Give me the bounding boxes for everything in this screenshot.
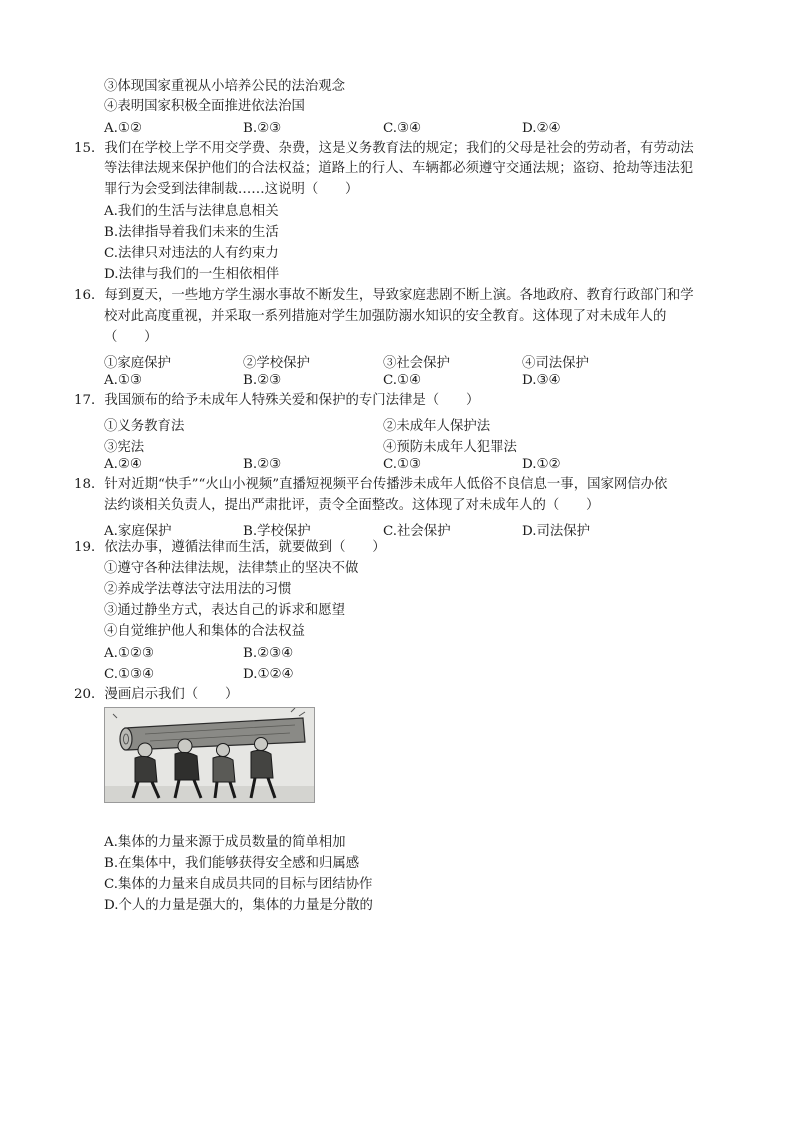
q19-item-3: ③通过静坐方式，表达自己的诉求和愿望: [104, 603, 346, 618]
q17-options: [104, 457, 704, 473]
q16-stem-line2: 校对此高度重视，并采取一系列措施对学生加强防溺水知识的安全教育。这体现了对未成年人的: [104, 309, 667, 324]
q17-option-c[interactable]: C.①③: [383, 457, 422, 472]
q15-stem-line3: 罪行为会受到法律制裁……这说明（ ）: [104, 182, 359, 197]
q19-item-2: ②养成学法尊法守法用法的习惯: [104, 582, 292, 597]
q14-statement-3: ③体现国家重视从小培养公民的法治观念: [104, 79, 346, 94]
q16-option-c[interactable]: C.①④: [383, 373, 422, 388]
q17-items-row2: [104, 436, 704, 455]
q20-option-c[interactable]: C.集体的力量来自成员共同的目标与团结协作: [104, 877, 373, 892]
q17-option-d[interactable]: D.①②: [522, 457, 561, 472]
q17-items-row1: [104, 415, 704, 434]
q16-items: [104, 352, 704, 371]
q18-option-d[interactable]: D.司法保护: [522, 524, 591, 539]
q19-option-d[interactable]: D.①②④: [243, 667, 294, 682]
q19-options-row1: [104, 646, 704, 662]
q17-item-2: ②未成年人保护法: [383, 419, 491, 434]
q20-stem: 20．漫画启示我们（ ）: [74, 687, 239, 702]
q17-item-3: ③宪法: [104, 440, 145, 455]
q19-item-4: ④自觉维护他人和集体的合法权益: [104, 624, 305, 639]
q20-option-d[interactable]: D.个人的力量是强大的，集体的力量是分散的: [104, 898, 373, 913]
q17-stem: 17．我国颁布的给予未成年人特殊关爱和保护的专门法律是（ ）: [74, 393, 480, 408]
q15-stem-line2: 等法律法规来保护他们的合法权益；道路上的行人、车辆都必须遵守交通法规；盗窃、抢劫等违法犯: [104, 161, 694, 176]
q20-option-a[interactable]: A.集体的力量来源于成员数量的简单相加: [104, 835, 346, 850]
q18-option-a[interactable]: A.家庭保护: [104, 524, 172, 539]
q18-option-c[interactable]: C.社会保护: [383, 524, 451, 539]
q14-option-c[interactable]: C.③④: [383, 121, 422, 136]
q15-option-c[interactable]: C.法律只对违法的人有约束力: [104, 246, 279, 261]
q19-option-b[interactable]: B.②③④: [243, 646, 294, 661]
q16-item-4: ④司法保护: [522, 356, 589, 371]
q18-option-b[interactable]: B.学校保护: [243, 524, 311, 539]
q17-item-4: ④预防未成年人犯罪法: [383, 440, 517, 455]
q20-option-b[interactable]: B.在集体中，我们能够获得安全感和归属感: [104, 856, 360, 871]
q16-stem-line3: （ ）: [104, 330, 158, 345]
q18-stem-line1: 18．针对近期“快手”“火山小视频”直播短视频平台传播涉未成年人低俗不良信息一事，国家网信办依: [74, 477, 668, 492]
q19-option-a[interactable]: A.①②③: [104, 646, 154, 661]
q19-item-1: ①遵守各种法律法规，法律禁止的坚决不做: [104, 561, 359, 576]
q16-item-2: ②学校保护: [243, 356, 310, 371]
q16-item-3: ③社会保护: [383, 356, 450, 371]
comic-image: [104, 707, 315, 803]
q14-option-b[interactable]: B.②③: [243, 121, 282, 136]
q19-option-c[interactable]: C.①③④: [104, 667, 155, 682]
q17-item-1: ①义务教育法: [104, 419, 185, 434]
q16-option-d[interactable]: D.③④: [522, 373, 561, 388]
q14-statement-4: ④表明国家积极全面推进依法治国: [104, 99, 305, 114]
q14-option-d[interactable]: D.②④: [522, 121, 561, 136]
q17-option-b[interactable]: B.②③: [243, 457, 282, 472]
q16-options: [104, 373, 704, 389]
q15-option-b[interactable]: B.法律指导着我们未来的生活: [104, 225, 279, 240]
q18-options: [104, 520, 704, 539]
q19-stem: 19．依法办事，遵循法律而生活，就要做到（ ）: [74, 540, 386, 555]
q18-stem-line2: 法约谈相关负责人，提出严肃批评，责令全面整改。这体现了对未成年人的（ ）: [104, 498, 600, 513]
q16-item-1: ①家庭保护: [104, 356, 171, 371]
q14-options: [104, 121, 704, 137]
q15-stem-line1: 15．我们在学校上学不用交学费、杂费，这是义务教育法的规定；我们的父母是社会的劳动者，有劳动法: [74, 141, 694, 156]
q19-options-row2: [104, 667, 704, 683]
q14-option-a[interactable]: A.①②: [104, 121, 142, 136]
q16-stem-line1: 16．每到夏天，一些地方学生溺水事故不断发生，导致家庭悲剧不断上演。各地政府、教育行政部门和学: [74, 288, 694, 303]
q17-option-a[interactable]: A.②④: [104, 457, 142, 472]
q15-option-a[interactable]: A.我们的生活与法律息息相关: [104, 204, 279, 219]
q16-option-b[interactable]: B.②③: [243, 373, 282, 388]
q16-option-a[interactable]: A.①③: [104, 373, 142, 388]
q15-option-d[interactable]: D.法律与我们的一生相依相伴: [104, 267, 280, 282]
